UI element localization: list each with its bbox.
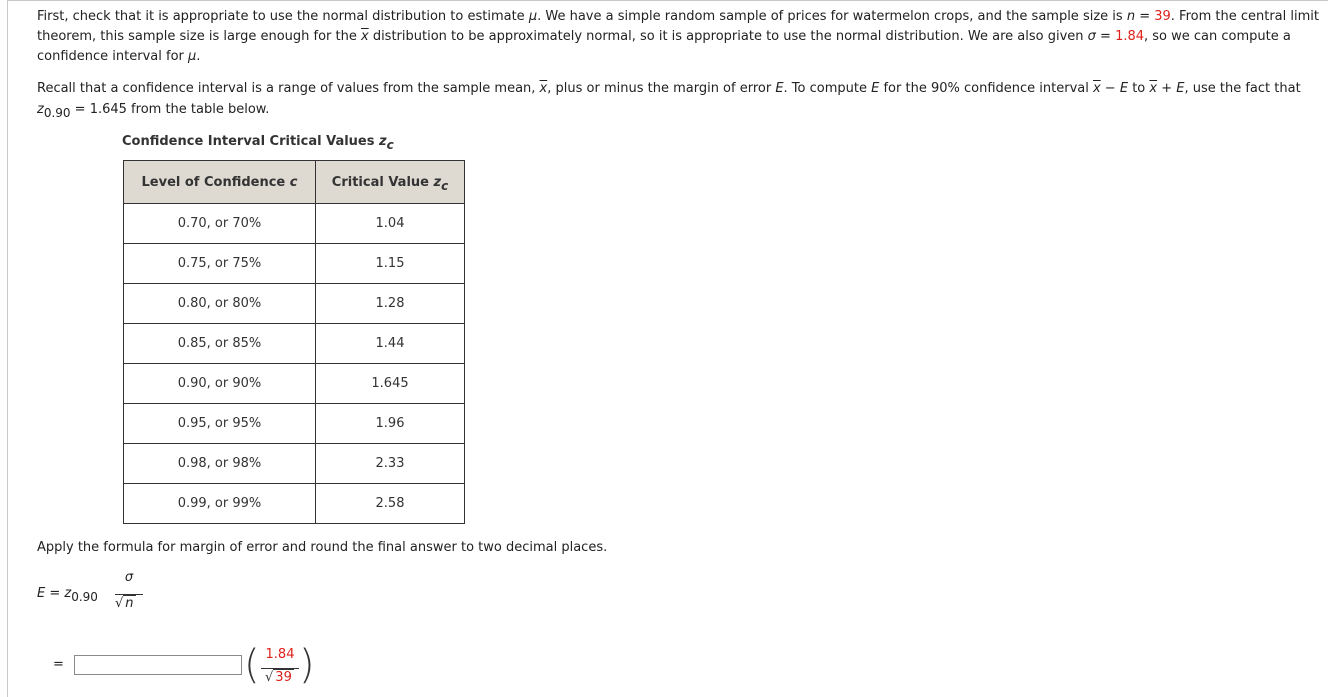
table-row	[124, 244, 465, 284]
level-cell: 0.85, or 85%	[124, 324, 316, 364]
value-cell: 2.58	[316, 484, 465, 524]
top-border	[7, 0, 1328, 1]
table-title: Confidence Interval Critical Values zc	[122, 134, 394, 152]
equals-sign: =	[53, 657, 64, 672]
table-row	[124, 404, 465, 444]
value-cell: 1.15	[316, 244, 465, 284]
level-cell: 0.80, or 80%	[124, 284, 316, 324]
table-row	[124, 484, 465, 524]
left-paren: (	[244, 642, 260, 688]
value-cell: 1.645	[316, 364, 465, 404]
level-cell: 0.75, or 75%	[124, 244, 316, 284]
table-row	[124, 324, 465, 364]
table-row	[124, 444, 465, 484]
explanation-text	[37, 7, 1322, 120]
table-row	[124, 204, 465, 244]
paragraph-recall: Recall that a confidence interval is a range of values from the sample mean, $\overline{x}$, plus or minus the margin of error E. To compute E for the 90% confidence interval $\overline{x} - E$ to $\overline{x} + E$, use the fact that z0.90 = 1.645 from the table below.	[37, 81, 1301, 120]
level-cell: 0.70, or 70%	[124, 204, 316, 244]
table-row	[124, 364, 465, 404]
value-cell: 1.04	[316, 204, 465, 244]
sigma-value: 1.84	[1115, 29, 1145, 44]
left-border	[7, 0, 8, 697]
sample-size-value: 39	[1154, 9, 1171, 24]
value-cell: 2.33	[316, 444, 465, 484]
right-paren: )	[299, 642, 315, 688]
value-cell: 1.96	[316, 404, 465, 444]
level-cell: 0.99, or 99%	[124, 484, 316, 524]
instruction-text: Apply the formula for margin of error and round the final answer to two decimal places.	[37, 540, 608, 555]
formula-numerator: σ	[124, 570, 134, 585]
computation-step	[37, 642, 337, 693]
sqrt-denominator: √ 39	[265, 670, 292, 685]
critical-values-table	[123, 160, 465, 524]
header-critical-value: Critical Value zc	[316, 161, 465, 204]
level-cell: 0.95, or 95%	[124, 404, 316, 444]
level-cell: 0.90, or 90%	[124, 364, 316, 404]
answer-input[interactable]	[74, 655, 242, 675]
formula-denominator: √ n	[115, 596, 134, 611]
table-row	[124, 284, 465, 324]
level-cell: 0.98, or 98%	[124, 444, 316, 484]
table-header-row	[124, 161, 465, 204]
sigma-numerator: 1.84	[265, 647, 295, 662]
value-cell: 1.44	[316, 324, 465, 364]
paragraph-normal-check: First, check that it is appropriate to use the normal distribution to estimate μ. We have a simple random sample of prices for watermelon crops, and the sample size is n = 39. From the central limit theorem, this sample size is large enough for the $\overline{x}$ distribution to be approximately normal, so it is appropriate to use the normal distribution. We are also given σ = 1.84, so we can compute a confidence interval for μ.	[37, 9, 1319, 64]
header-level-of-confidence: Level of Confidence c	[124, 161, 316, 204]
value-cell: 1.28	[316, 284, 465, 324]
